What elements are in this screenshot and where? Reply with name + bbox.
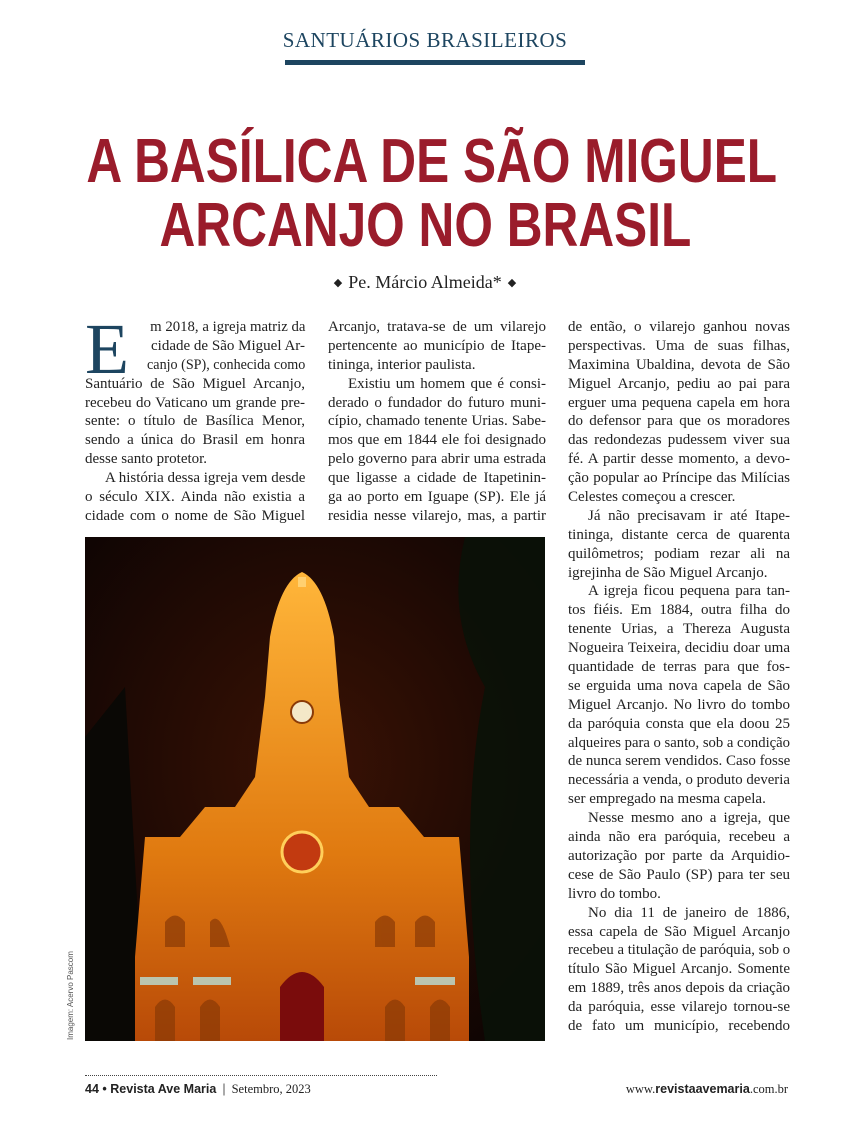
text-line: das redondezas pudessem viver sua [568, 432, 790, 449]
text-line: da paróquia consta que ela doou 25 [568, 715, 790, 732]
bullet: • [102, 1082, 107, 1096]
text-line: tos fiéis. Em 1884, outra filha do [568, 602, 790, 619]
text-line: tininga, interior paulista. [328, 356, 476, 373]
text-line: em 1889, três anos depois da criação [568, 980, 790, 997]
url-suffix: .com.br [749, 1082, 788, 1096]
text-line: Arcanjo, tratava-se de um vilarejo [328, 319, 546, 335]
url-domain: revistaavemaria [655, 1082, 750, 1096]
text-line: A igreja ficou pequena para tan- [588, 583, 790, 600]
byline [0, 272, 850, 293]
text-line: derado o fundador do futuro muni- [328, 394, 546, 411]
text-line: Nogueira Teixeira, decidiu doar uma [568, 640, 790, 657]
magazine-name: Revista Ave Maria [110, 1082, 217, 1096]
text-line: da paróquia, esse vilarejo tornou-se [568, 999, 790, 1016]
text-line: título São Miguel Arcanjo. Somente [568, 961, 790, 978]
diamond-icon: ◆ [333, 277, 343, 289]
author: Pe. Márcio Almeida* [348, 272, 502, 292]
text-line: Santuário de São Miguel Arcanjo, [85, 375, 305, 392]
text-line: o século XIX. Ainda não existia a [85, 489, 305, 506]
text-line: sente: o título de Basílica Menor, [85, 413, 305, 430]
page-number: 44 [85, 1082, 99, 1096]
text-line: m 2018, a igreja matriz da [150, 319, 306, 335]
text-line: cese de São Paulo (SP) para ter seu [568, 866, 790, 883]
text-line: A história dessa igreja vem desde [105, 470, 306, 487]
text-line: tininga, distante cerca de quarenta [568, 526, 790, 543]
text-line: de então, o vilarejo ganhou novas [568, 319, 790, 335]
basilica-photo [85, 537, 545, 1041]
text-line: sendo a única do Brasil em honra [85, 432, 305, 449]
text-line: necessária a venda, o produto deveria [568, 772, 790, 789]
url-prefix: www. [625, 1082, 656, 1096]
text-line: Miguel Arcanjo, pediu ao pai para [568, 375, 790, 392]
text-line: Já não precisavam ir até Itape- [588, 507, 790, 524]
text-line: quilômetros; podiam rezar ali na [568, 545, 790, 562]
text-line: livro do tombo. [568, 885, 661, 902]
section-underline [285, 60, 585, 65]
text-line: se erguida uma nova capela de São [568, 677, 790, 694]
text-line: fé. A partir desse momento, a devo- [568, 451, 790, 468]
text-line: cípio, chamado tenente Urias. Sabe- [328, 413, 546, 430]
text-line: ga ao porto em Iguape (SP). Ele já [328, 489, 546, 506]
text-line: que ligasse a cidade de Itapetinin- [328, 470, 546, 487]
website-link[interactable] [626, 1082, 788, 1097]
text-line: tenente Urias, a Thereza Augusta [568, 621, 790, 638]
text-column-1 [85, 309, 306, 526]
text-line: recebeu a titulação de paróquia, sob o [568, 942, 791, 959]
text-line: perspectivas. Uma de suas filhas, [568, 337, 790, 354]
text-line: quantidade de terras para que fos- [568, 659, 790, 676]
text-line: cidade com o nome de São Miguel [85, 507, 305, 524]
text-line: Celestes começou a crescer. [568, 489, 736, 506]
text-line: alqueires para o santo, sob a condição [568, 734, 790, 751]
text-line: ção popular ao Príncipe das Milícias [568, 470, 790, 487]
title-line-1: A BASÍLICA DE SÃO MIGUEL [86, 127, 778, 196]
text-column-2 [328, 318, 546, 526]
text-line: pertencente ao município de Itape- [328, 337, 546, 354]
diamond-icon: ◆ [507, 277, 517, 289]
text-line: mos que em 1844 ele foi designado [328, 432, 546, 449]
section-label: SANTUÁRIOS BRASILEIROS [282, 28, 568, 52]
photo-credit: Imagem: Acervo Pascom [66, 951, 75, 1040]
text-column-3 [568, 318, 790, 1036]
text-line: cidade de São Miguel Ar- [151, 337, 305, 354]
text-line: de fato um município, recebendo [568, 1017, 790, 1034]
text-line: desse santo protetor. [85, 451, 208, 468]
text-line: No dia 11 de janeiro de 1886, [588, 904, 790, 921]
article-title [0, 127, 850, 260]
footer-separator: | [222, 1082, 226, 1096]
text-line: recebeu do Vaticano um grande pre- [85, 394, 305, 411]
issue-date: Setembro, 2023 [231, 1082, 311, 1096]
text-line: erguer uma pequena capela em hora [568, 394, 790, 411]
text-line: ainda não era paróquia, recebeu a [568, 829, 790, 846]
text-line: de nunca serem vendidos. Caso fosse [568, 753, 791, 770]
text-line: Maximina Ubaldina, devota de São [568, 356, 790, 373]
text-line: Nesse mesmo ano a igreja, que [588, 810, 790, 827]
footer-rule [85, 1075, 437, 1076]
text-line: residia nesse vilarejo, mas, a partir [328, 507, 546, 524]
text-line: ser empregado na mesma capela. [568, 791, 766, 808]
text-line: essa capela de São Miguel Arcanjo [568, 923, 790, 940]
drop-cap: E [85, 309, 129, 389]
text-line: pelo governo para abrir uma estrada [328, 451, 546, 468]
text-line: canjo (SP), conhecida como [147, 356, 306, 373]
text-line: Miguel Arcanjo. No livro do tombo [568, 696, 790, 713]
footer-left [85, 1082, 311, 1097]
text-line: igrejinha de São Miguel Arcanjo. [568, 564, 768, 581]
title-line-2: ARCANJO NO BRASIL [159, 191, 691, 260]
text-line: Existiu um homem que é consi- [348, 375, 546, 392]
text-line: do defensor para que os moradores [568, 413, 790, 430]
text-line: autorização por parte da Arquidio- [568, 847, 790, 864]
